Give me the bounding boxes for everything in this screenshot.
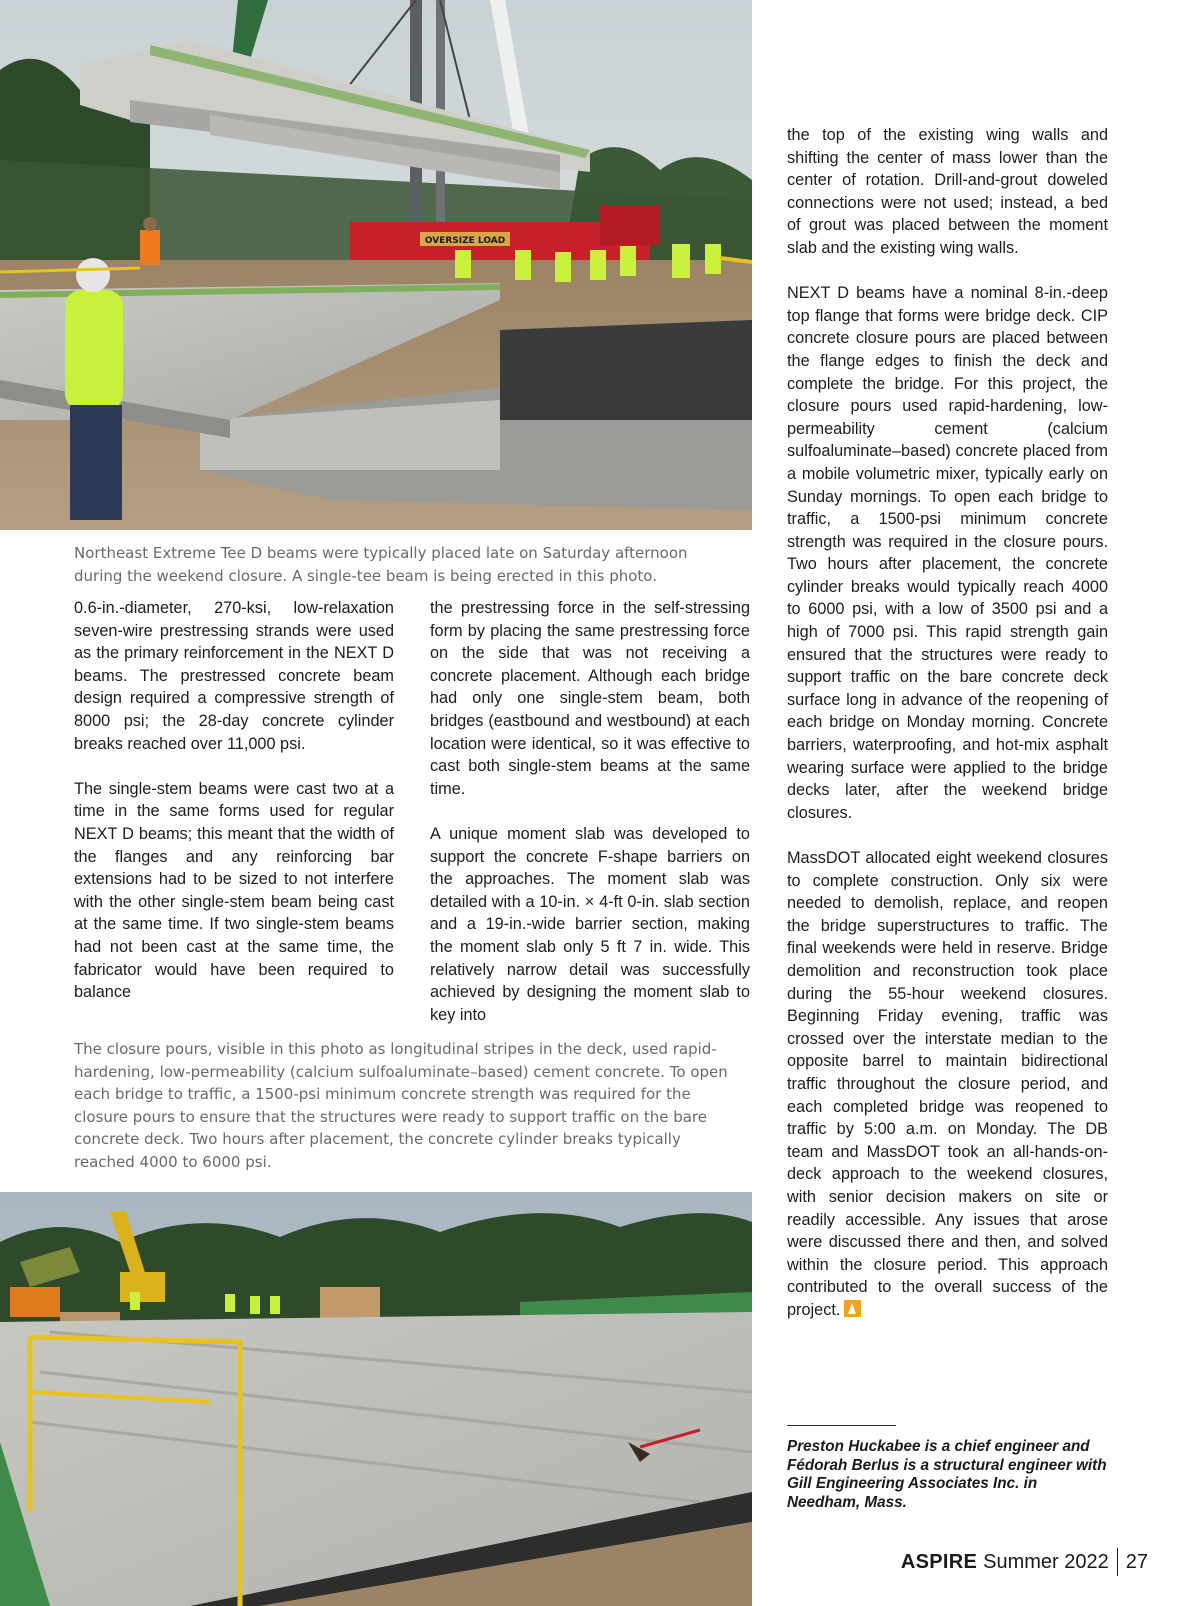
- aspire-logo-icon: [844, 1300, 861, 1317]
- photo-closure-pours: [0, 1192, 752, 1606]
- page-number: 27: [1125, 1550, 1148, 1573]
- author-bio: Preston Huckabee is a chief engineer and Fédorah Berlus is a structural engineer with Gill Engineering Associates Inc. in Needham, Mass.: [787, 1438, 1107, 1511]
- body-paragraph: the prestressing force in the self-stressing form by placing the same prestressing force on the side that was not receiving a concrete placement. Although each bridge had only one single-stem beam, both bridges (eastbound and westbound) at each location were identical, so it was effective to cast both single-stem beams at the same time.: [430, 599, 750, 798]
- worker-figure: [65, 258, 123, 520]
- footer-divider: [1117, 1548, 1118, 1576]
- oversize-load-sign: OVERSIZE LOAD: [424, 236, 506, 246]
- body-column-middle: [430, 597, 750, 1026]
- issue-label: Summer 2022: [983, 1550, 1109, 1573]
- body-paragraph-final: [787, 847, 1108, 1321]
- photo-caption-bottom: The closure pours, visible in this photo as longitudinal stripes in the deck, used rapid-hardening, low-permeability (calcium sulfoaluminate–based) cement concrete. To open each bridge to traffic, a 1500-psi minimum concrete strength was required for the closure pours to ensure that the structures were ready to support traffic on the bare concrete deck. Two hours after placement, the concrete cylinder breaks typically reached 4000 to 6000 psi.: [74, 1040, 728, 1171]
- magazine-name: ASPIRE: [900, 1550, 978, 1573]
- photo-beam-erection: [0, 0, 752, 530]
- body-paragraph: 0.6-in.-diameter, 270-ksi, low-relaxation seven-wire prestressing strands were used as the primary reinforcement in the NEXT D beams. The prestressed concrete beam design required a compressive strength of 8000 psi; the 28-day concrete cylinder breaks reached over 11,000 psi.: [74, 599, 394, 753]
- body-paragraph: NEXT D beams have a nominal 8-in.-deep top flange that forms were bridge deck. CIP concrete closure pours are placed between the flange edges to finish the deck and complete the bridge. For this project, the closure pours used rapid-hardening, low-permeability cement (calcium sulfoaluminate–based) concrete placed from a mobile volumetric mixer, typically early on Sunday mornings. To open each bridge to traffic, a 1500-psi minimum concrete strength was required in the closure pours. Two hours after placement, the concrete cylinder breaks would typically reach 4000 to 6000 psi, with a low of 3500 psi and a high of 7000 psi. This rapid strength gain ensured that the structures were ready to support traffic on the bare concrete deck surface long in advance of the reopening of each bridge on Monday morning. Concrete barriers, waterproofing, and hot-mix asphalt wearing surface were applied to the bridge decks later, after the weekend bridge closures.: [787, 284, 1108, 822]
- body-paragraph: A unique moment slab was developed to support the concrete F-shape barriers on the approaches. The moment slab was detailed with a 10-in. × 4-ft 0-in. slab section and a 19-in.-wide barrier section, making the moment slab only 5 ft 7 in. wide. This relatively narrow detail was successfully achieved by designing the moment slab to key into: [430, 824, 750, 1024]
- page-footer: [901, 1547, 1148, 1577]
- photo-caption-top: Northeast Extreme Tee D beams were typically placed late on Saturday afternoon during the weekend closure. A single-tee beam is being erected in this photo.: [74, 544, 688, 585]
- body-paragraph: The single-stem beams were cast two at a time in the same forms used for regular NEXT D beams; this meant that the width of the flanges and any reinforcing bar extensions had to be sized to not interfere with the other single-stem beam being cast at the same time. If two single-stem beams had not been cast at the same time, the fabricator would have been required to balance: [74, 779, 394, 1002]
- body-column-right: [787, 124, 1108, 1321]
- body-column-left: [74, 597, 394, 1004]
- author-divider: [787, 1425, 896, 1426]
- body-paragraph-final-text: MassDOT allocated eight weekend closures to complete construction. Only six were needed to demolish, replace, and reopen the bridge superstructures to traffic. The final weekends were held in reserve. Bridge demolition and reconstruction took place during the 55-hour weekend closures. Beginning Friday evening, traffic was crossed over the interstate median to the opposite barrel to maintain bidirectional traffic throughout the closure period, and each completed bridge was reopened to traffic by 5:00 a.m. on Monday. The DB team and MassDOT took an all-hands-on-deck approach to the weekend closures, with senior decision makers on site or readily accessible. Any issues that arose were discussed there and then, and solved within the closure period. This approach contributed to the overall success of the project.: [787, 849, 1108, 1319]
- body-paragraph: the top of the existing wing walls and shifting the center of mass lower than the center of rotation. Drill-and-grout doweled connections were not used; instead, a bed of grout was placed between the moment slab and the existing wing walls.: [787, 126, 1108, 257]
